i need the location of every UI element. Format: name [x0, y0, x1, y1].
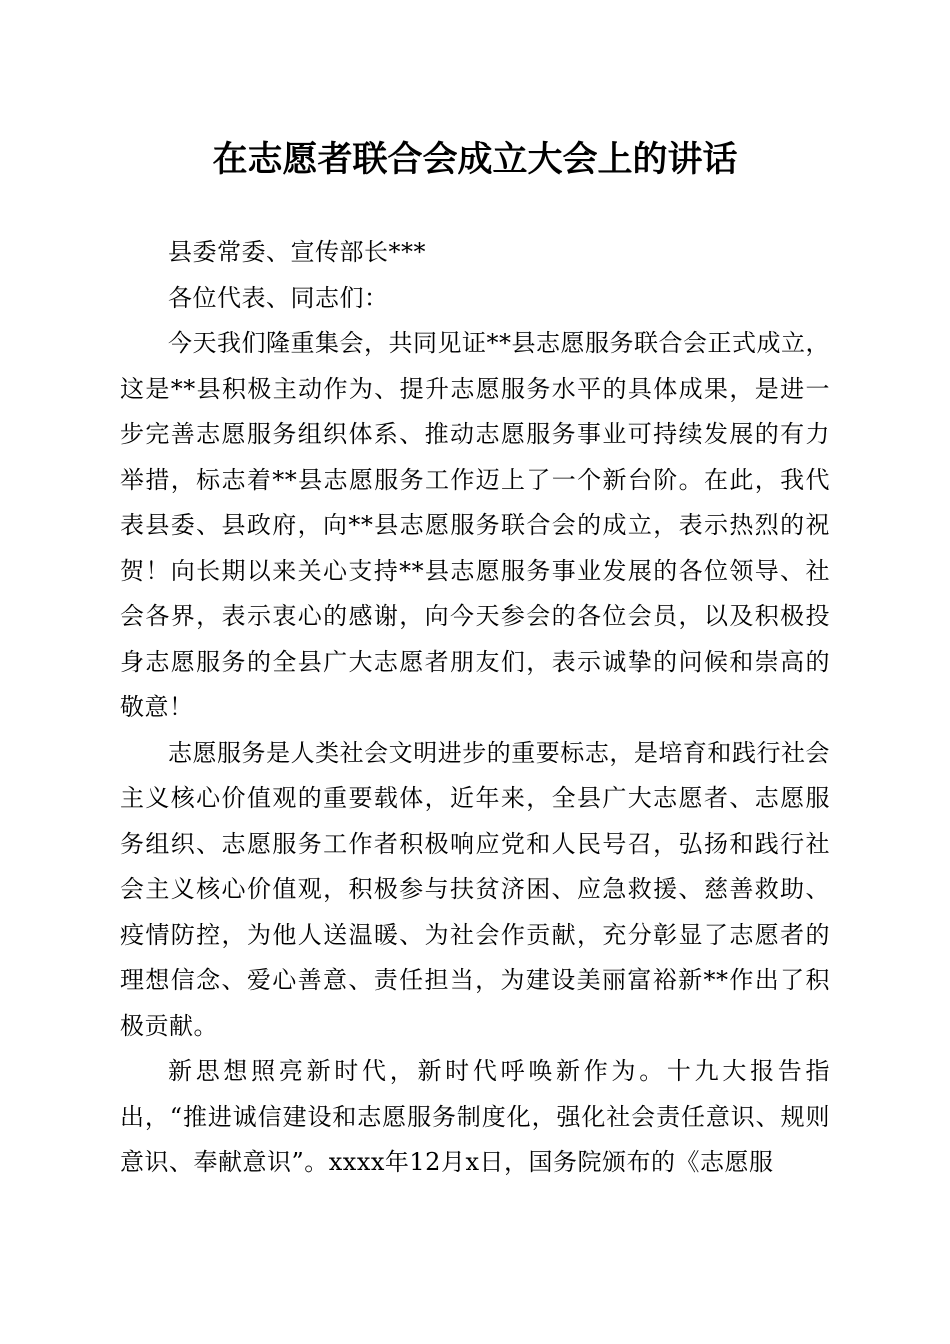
document-body	[120, 230, 830, 1186]
speaker-line: 县委常委、宣传部长***	[168, 238, 426, 266]
paragraph: 志愿服务是人类社会文明进步的重要标志，是培育和践行社会主义核心价值观的重要载体，近年来，全县广大志愿者、志愿服务组织、志愿服务工作者积极响应党和人民号召，弘扬和践行社会主义核心价值观，积极参与扶贫济困、应急救援、慈善救助、疫情防控，为他人送温暖、为社会作贡献，充分彰显了志愿者的理想信念、爱心善意、责任担当，为建设美丽富裕新**作出了积极贡献。	[120, 738, 830, 1040]
paragraph: 新思想照亮新时代，新时代呼唤新作为。十九大报告指出，“推进诚信建设和志愿服务制度化，强化社会责任意识、规则意识、奉献意识”。xxxx年12月x日，国务院颁布的《志愿服	[120, 1057, 830, 1176]
paragraph: 今天我们隆重集会，共同见证**县志愿服务联合会正式成立，这是**县积极主动作为、提升志愿服务水平的具体成果，是进一步完善志愿服务组织体系、推动志愿服务事业可持续发展的有力举措，标志着**县志愿服务工作迈上了一个新台阶。在此，我代表县委、县政府，向**县志愿服务联合会的成立，表示热烈的祝贺！向长期以来关心支持**县志愿服务事业发展的各位领导、社会各界，表示衷心的感谢，向今天参会的各位会员，以及积极投身志愿服务的全县广大志愿者朋友们，表示诚挚的问候和崇高的敬意！	[120, 329, 830, 721]
salutation-line: 各位代表、同志们：	[168, 283, 389, 312]
document-title: 在志愿者联合会成立大会上的讲话	[212, 139, 738, 180]
